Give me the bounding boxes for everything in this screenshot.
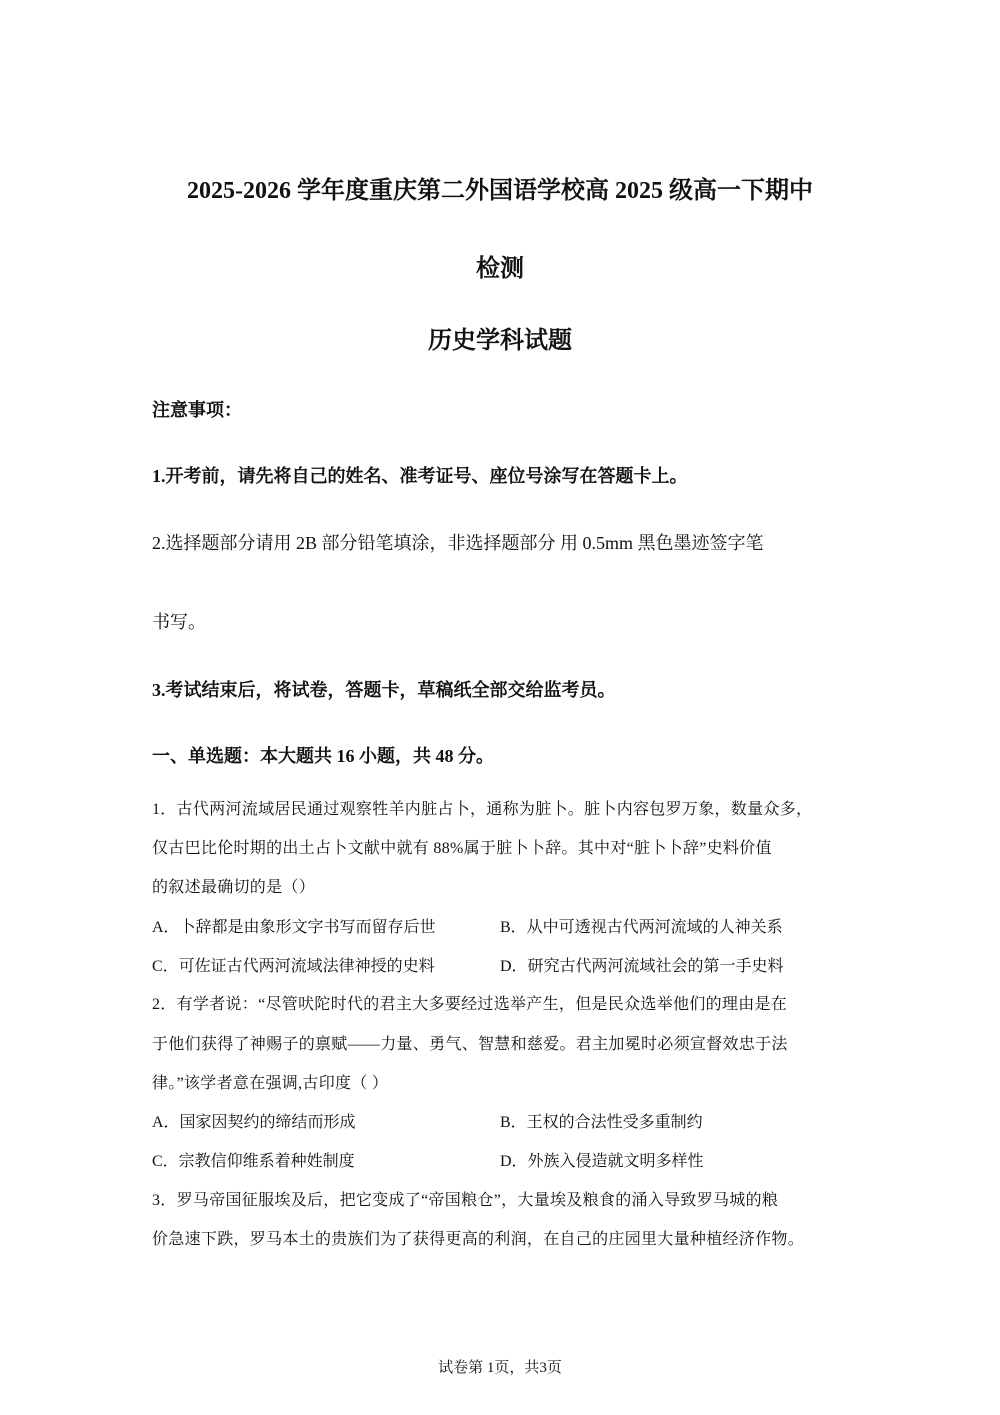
question-text-line: 价急速下跌，罗马本土的贵族们为了获得更高的利润，在自己的庄园里大量种植经济作物。 [152,1231,805,1248]
notice-item-3: 3.考试结束后，将试卷，答题卡，草稿纸全部交给监考员。 [152,680,616,700]
section-heading: 一、单选题：本大题共 16 小题，共 48 分。 [152,746,494,766]
question-text-line: 1．古代两河流域居民通过观察牲羊内脏占卜，通称为脏卜。脏卜内容包罗万象，数量众多， [152,801,813,818]
notice-heading: 注意事项： [152,400,242,420]
exam-subject-title: 历史学科试题 [428,328,572,354]
notice-item-2-line-2: 书写。 [152,612,206,632]
question-text-line: 于他们获得了神赐子的禀赋——力量、勇气、智慧和慈爱。君主加冕时必须宣督效忠于法 [152,1036,788,1053]
option-b: B．从中可透视古代两河流域的人神关系 [500,919,783,936]
question-text-line: 的叙述最确切的是（） [152,879,316,896]
exam-title-line-1: 2025-2026 学年度重庆第二外国语学校高 2025 级高一下期中 [187,178,813,204]
question-text-line: 3．罗马帝国征服埃及后，把它变成了“帝国粮仓”，大量埃及粮食的涌入导致罗马城的粮 [152,1192,779,1209]
option-c: C．可佐证古代两河流域法律神授的史料 [152,958,435,975]
option-c: C．宗教信仰维系着种姓制度 [152,1153,355,1170]
option-a: A．国家因契约的缔结而形成 [152,1114,356,1131]
option-d: D．研究古代两河流域社会的第一手史料 [500,958,784,975]
question-text-line: 2．有学者说：“尽管吠陀时代的君主大多要经过选举产生，但是民众选举他们的理由是在 [152,996,788,1013]
page-footer: 试卷第 1页，共3页 [438,1360,562,1376]
notice-item-2-line-1: 2.选择题部分请用 2B 部分铅笔填涂，非选择题部分 用 0.5mm 黑色墨迹签字笔 [152,533,764,553]
option-b: B．王权的合法性受多重制约 [500,1114,703,1131]
question-text-line: 仅古巴比伦时期的出土占卜文献中就有 88%属于脏卜卜辞。其中对“脏卜卜辞”史料价值 [152,840,772,857]
exam-title-line-2: 检测 [476,256,524,282]
option-d: D．外族入侵造就文明多样性 [500,1153,704,1170]
notice-item-1: 1.开考前，请先将自己的姓名、准考证号、座位号涂写在答题卡上。 [152,466,688,486]
question-text-line: 律。”该学者意在强调,古印度（ ） [152,1075,389,1092]
option-a: A．卜辞都是由象形文字书写而留存后世 [152,919,436,936]
